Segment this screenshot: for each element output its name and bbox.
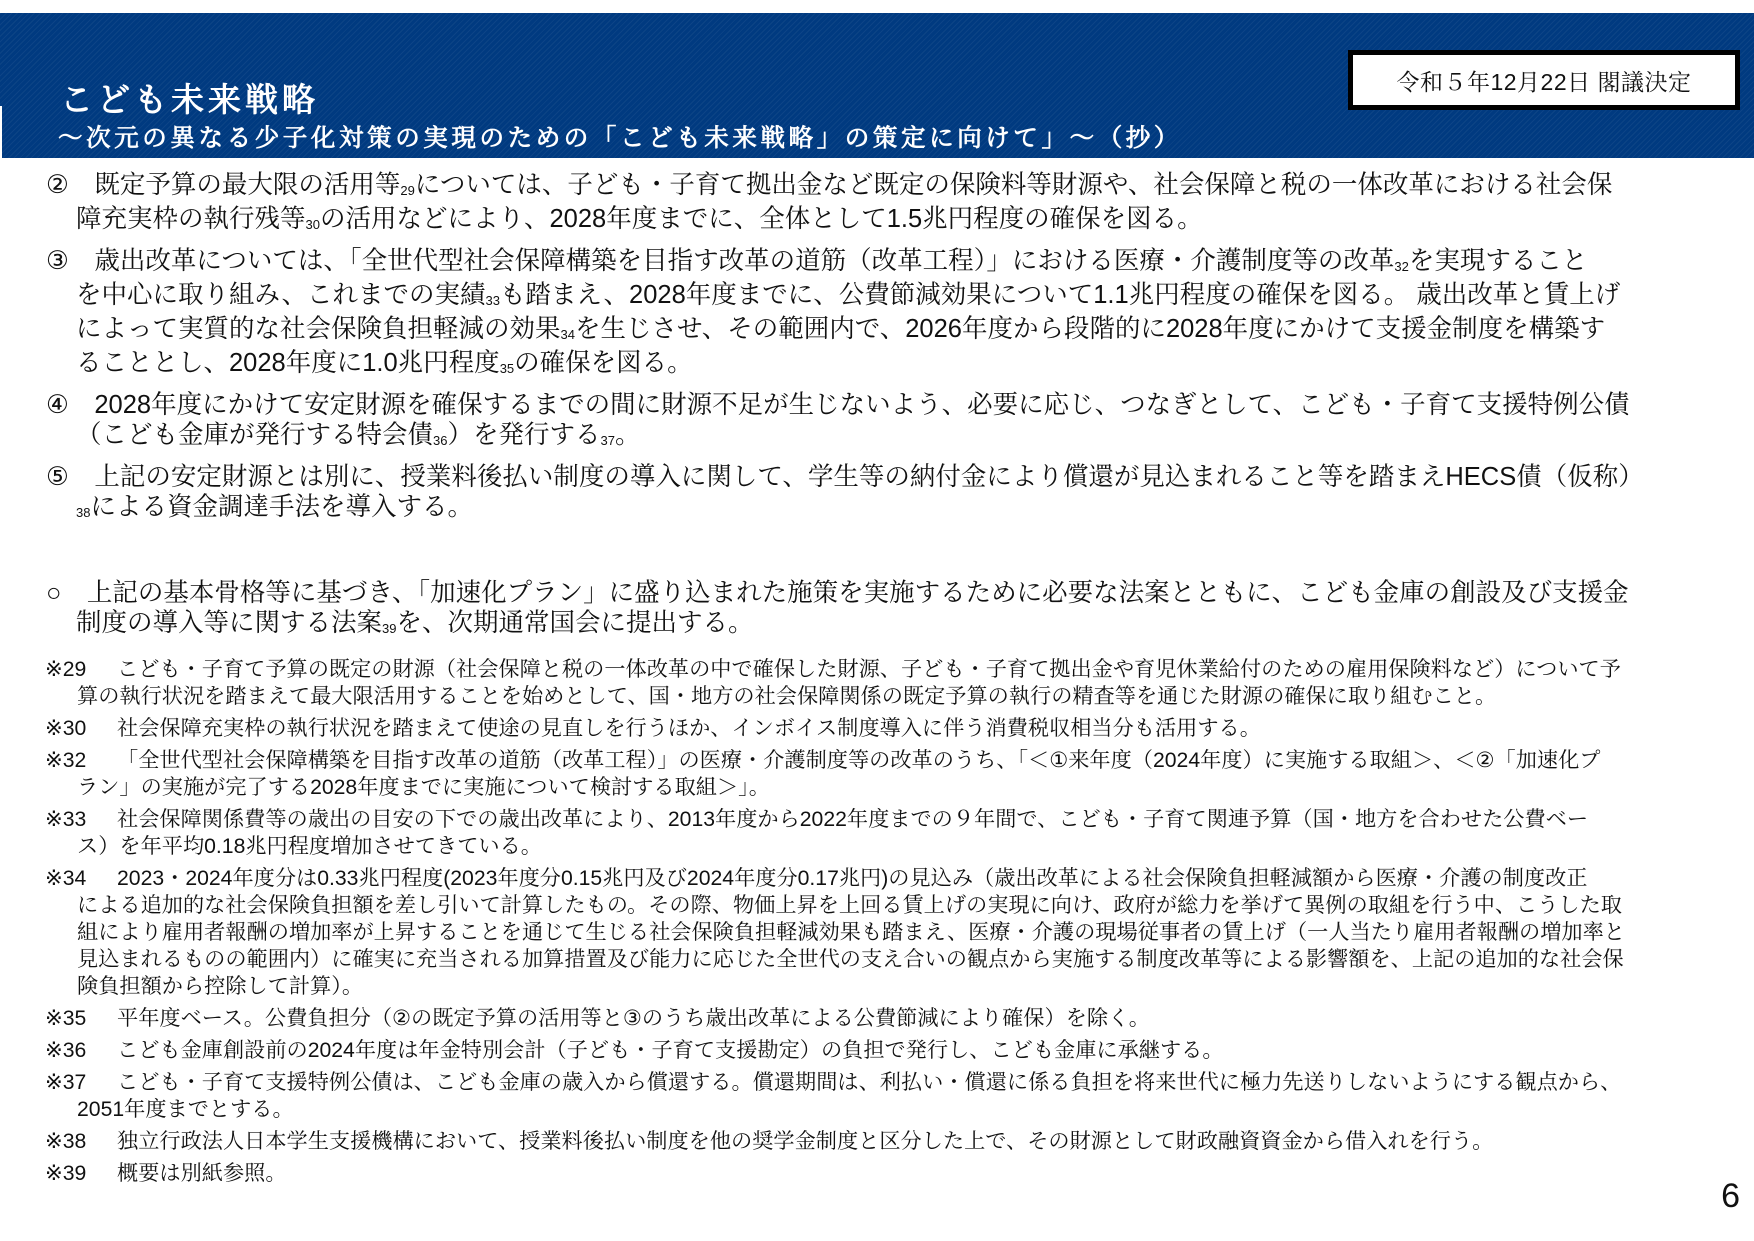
item-text: ⑤ 上記の安定財源とは別に、授業料後払い制度の導入に関して、学生等の納付金により償還が見込まれること等を踏まえHECS債（仮称） <box>46 463 1644 491</box>
item-text: ③ 歳出改革については、「全世代型社会保障構築を目指す改革の道筋（改革工程）」における医療・介護制度等の改革 <box>46 247 1395 275</box>
footnote-line: 険負担額から控除して計算）。 <box>77 975 364 998</box>
spacer <box>46 534 1726 578</box>
footnote-mark: ※36 <box>45 1039 87 1062</box>
footnote-line: 算の執行状況を踏まえて最大限活用することを始めとして、国・地方の社会保障関係の既定予算の執行の精査等を通じた財源の確保に取り組むこと。 <box>77 685 1497 708</box>
footnote-ref: 30 <box>305 217 320 232</box>
footnote-mark: ※32 <box>45 749 87 772</box>
page-subtitle: ～次元の異なる少子化対策の実現のための「こども未来戦略」の策定に向けて」～（抄） <box>58 125 1182 152</box>
banner-edge-line <box>0 106 2 170</box>
footnote-text: 平年度ベース。公費負担分（②の既定予算の活用等と③のうち歳出改革による公費節減により確保）を除く。 <box>117 1007 1150 1030</box>
footnote-line <box>45 1005 1735 1032</box>
footnote-30 <box>45 715 1735 742</box>
item-text: ○ 上記の基本骨格等に基づき、「加速化プラン」に盛り込まれた施策を実施するために必要な法案とともに、こども金庫の創設及び支援金 <box>46 579 1629 607</box>
footnote-text: 概要は別紙参照。 <box>117 1162 287 1185</box>
footnote-33 <box>45 806 1735 860</box>
item-line <box>46 204 1726 238</box>
footnote-line <box>45 806 1735 833</box>
item-text: 制度の導入等に関する法案 <box>76 609 383 637</box>
footnote-37 <box>45 1069 1735 1123</box>
footnote-line: ラン」の実施が完了する2028年度までに実施について検討する取組＞」。 <box>77 776 770 799</box>
footnote-36 <box>45 1037 1735 1064</box>
footnote-mark: ※35 <box>45 1007 87 1030</box>
item-text: ④ 2028年度にかけて安定財源を確保するまでの間に財源不足が生じないよう、必要に応じ、つなぎとして、こども・子育て支援特例公債 <box>46 391 1630 419</box>
item-line <box>46 578 1726 608</box>
footnote-ref: 33 <box>485 293 500 308</box>
footnote-line <box>45 715 1735 742</box>
page-number: 6 <box>1721 1177 1740 1215</box>
main-body <box>46 170 1726 650</box>
footnote-34 <box>45 865 1735 1000</box>
footnote-line <box>45 1160 1735 1187</box>
item-text: 障充実枠の執行残等 <box>76 205 306 233</box>
footnote-ref: 35 <box>499 361 515 376</box>
footnote-line: 見込まれるものの範囲内）に確実に充当される加算措置及び能力に応じた全世代の支え合いの観点から実施する制度改革等による影響額を、上記の追加的な社会保 <box>77 948 1624 971</box>
policy-item-5 <box>46 462 1726 526</box>
item-text: を、次期通常国会に提出する。 <box>396 609 754 637</box>
item-text: ることとし、2028年度に1.0兆円程度 <box>76 349 500 377</box>
footnote-ref: 39 <box>382 621 397 636</box>
item-line <box>46 170 1726 204</box>
item-line <box>46 420 1726 454</box>
page-title: こども未来戦略 <box>60 81 319 118</box>
footnote-text: こども・子育て支援特例公債は、こども金庫の歳入から償還する。償還期間は、利払い・償還に係る負担を将来世代に極力先送りしないようにする観点から、 <box>117 1071 1622 1094</box>
item-line <box>46 314 1726 348</box>
item-text: も踏まえ、2028年度までに、公費節減効果について1.1兆円程度の確保を図る。 歳出改革と賃上げ <box>500 281 1621 309</box>
footnote-mark: ※38 <box>45 1130 87 1153</box>
item-line <box>46 608 1726 642</box>
item-text: ）を発行する <box>447 421 601 449</box>
footnote-ref: 38 <box>76 505 91 520</box>
footnote-text: 2023・2024年度分は0.33兆円程度(2023年度分0.15兆円及び2024年度分0.17兆円)の見込み（歳出改革による社会保険負担軽減額から医療・介護の制度改正 <box>117 867 1588 890</box>
footnote-line: 2051年度までとする。 <box>77 1098 294 1121</box>
footnote-line: による追加的な社会保険負担額を差し引いて計算したもの。その際、物価上昇を上回る賃上げの実現に向け、政府が総力を挙げて異例の取組を行う中、こうした取 <box>77 894 1622 917</box>
footnote-mark: ※37 <box>45 1071 87 1094</box>
item-text: の活用などにより、2028年度までに、全体として1.5兆円程度の確保を図る。 <box>319 205 1203 233</box>
footnote-32 <box>45 747 1735 801</box>
footnote-39 <box>45 1160 1735 1187</box>
item-line <box>46 462 1726 492</box>
item-text: （こども金庫が発行する特会債 <box>76 421 434 449</box>
item-line <box>46 492 1726 526</box>
footnote-text: 社会保障充実枠の執行状況を踏まえて使途の見直しを行うほか、インボイス制度導入に伴う消費税収相当分も活用する。 <box>117 717 1261 740</box>
footnote-ref: 32 <box>1394 259 1409 274</box>
item-text: の確保を図る。 <box>514 349 693 377</box>
footnote-mark: ※30 <box>45 717 87 740</box>
footnote-text: こども金庫創設前の2024年度は年金特別会計（子ども・子育て支援勘定）の負担で発行し、こども金庫に承継する。 <box>117 1039 1224 1062</box>
item-text: 。 <box>614 421 641 449</box>
footnote-35 <box>45 1005 1735 1032</box>
policy-item-3 <box>46 246 1726 382</box>
footnote-ref: 36 <box>433 433 448 448</box>
item-text: を中心に取り組み、これまでの実績 <box>76 281 486 309</box>
footnote-ref: 37 <box>600 433 615 448</box>
footnote-line <box>45 1069 1735 1096</box>
item-text: については、子ども・子育て拠出金など既定の保険料等財源や、社会保障と税の一体改革における社会保 <box>414 171 1613 199</box>
footnote-mark: ※33 <box>45 808 87 831</box>
footnotes <box>45 656 1735 1192</box>
item-text: を生じさせ、その範囲内で、2026年度から段階的に2028年度にかけて支援金制度を構築す <box>574 315 1606 343</box>
footnote-ref: 29 <box>400 183 415 198</box>
footnote-38 <box>45 1128 1735 1155</box>
header-banner <box>0 13 1754 158</box>
footnote-line <box>45 747 1735 774</box>
footnote-text: 「全世代型社会保障構築を目指す改革の道筋（改革工程）」の医療・介護制度等の改革のうち、「＜①来年度（2024年度）に実施する取組＞、＜②「加速化プ <box>117 749 1601 772</box>
footnote-line: ス）を年平均0.18兆円程度増加させてきている。 <box>77 835 542 858</box>
policy-item-4 <box>46 390 1726 454</box>
footnote-mark: ※34 <box>45 867 87 890</box>
item-line <box>46 280 1726 314</box>
item-line <box>46 390 1726 420</box>
policy-item-2 <box>46 170 1726 238</box>
item-line <box>46 348 1726 382</box>
footnote-mark: ※29 <box>45 658 87 681</box>
footnote-line <box>45 1128 1735 1155</box>
footnote-line: 組により雇用者報酬の増加率が上昇することを通じて生じる社会保険負担軽減効果も踏まえ、医療・介護の現場従事者の賃上げ（一人当たり雇用者報酬の増加率と <box>77 921 1625 944</box>
item-text: を実現すること <box>1408 247 1588 275</box>
item-line <box>46 246 1726 280</box>
footnote-29 <box>45 656 1735 710</box>
footnote-ref: 34 <box>560 327 575 342</box>
cabinet-decision-date-badge: 令和５年12月22日 閣議決定 <box>1348 50 1740 110</box>
footnote-line <box>45 1037 1735 1064</box>
policy-item-legislation <box>46 578 1726 642</box>
item-text: による資金調達手法を導入する。 <box>90 493 473 521</box>
footnote-mark: ※39 <box>45 1162 87 1185</box>
item-text: ② 既定予算の最大限の活用等 <box>46 171 401 199</box>
item-text: によって実質的な社会保険負担軽減の効果 <box>76 315 561 343</box>
footnote-text: 社会保障関係費等の歳出の目安の下での歳出改革により、2013年度から2022年度までの９年間で、こども・子育て関連予算（国・地方を合わせた公費ベー <box>117 808 1589 831</box>
footnote-text: 独立行政法人日本学生支援機構において、授業料後払い制度を他の奨学金制度と区分した上で、その財源として財政融資資金から借入れを行う。 <box>117 1130 1494 1153</box>
footnote-line <box>45 656 1735 683</box>
footnote-text: こども・子育て予算の既定の財源（社会保障と税の一体改革の中で確保した財源、子ども・子育て拠出金や育児休業給付のための雇用保険料など）について予 <box>117 658 1621 681</box>
footnote-line <box>45 865 1735 892</box>
